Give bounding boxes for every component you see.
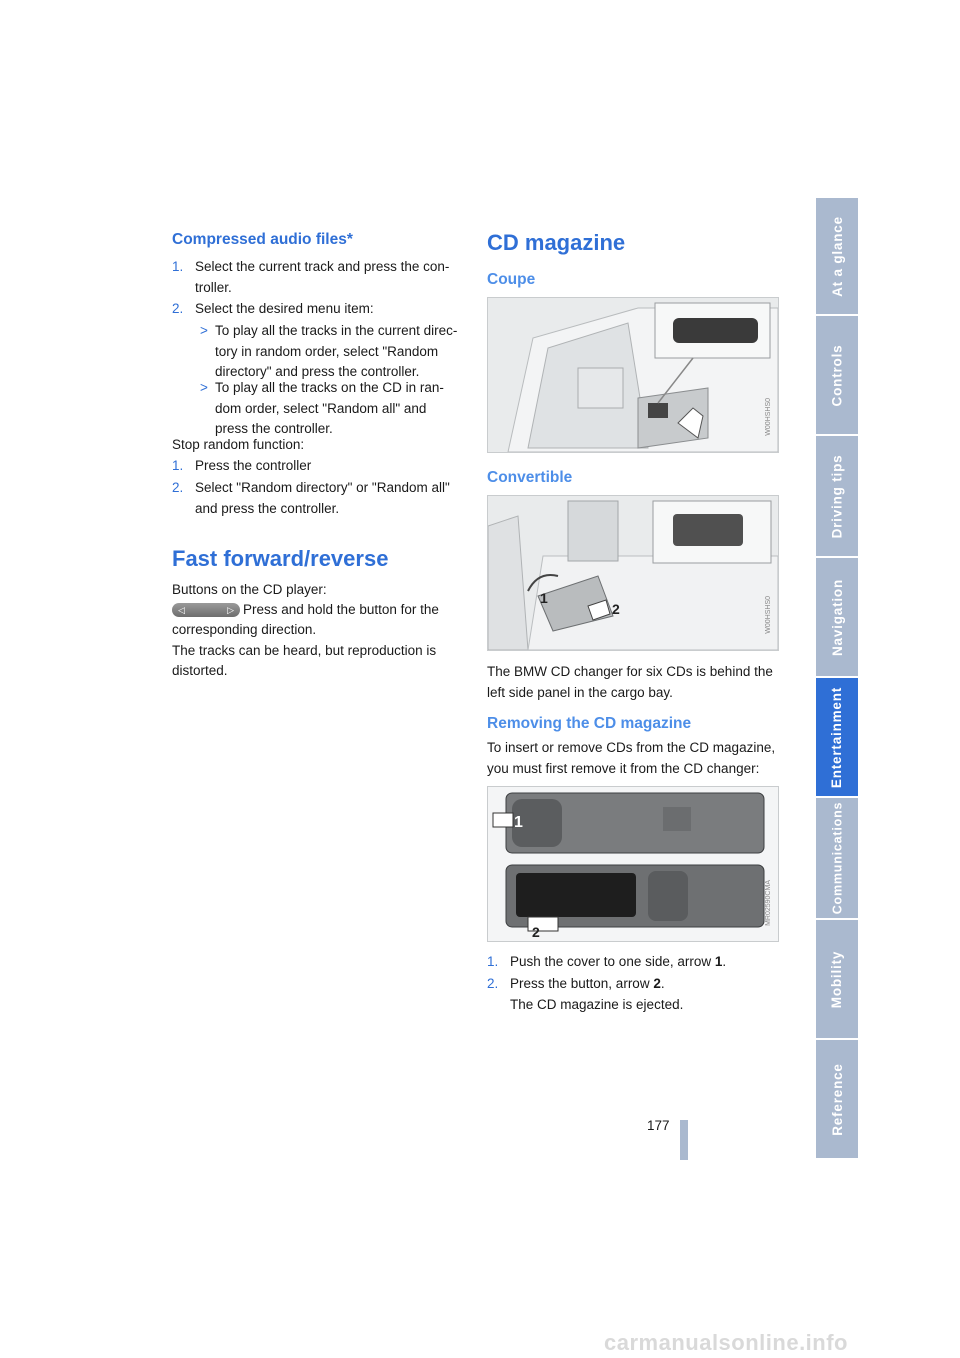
- tab-entertainment[interactable]: Entertainment: [816, 678, 858, 798]
- step-number: 1.: [172, 458, 184, 473]
- watermark: carmanualsonline.info: [604, 1330, 848, 1355]
- seek-forward-icon: ▷: [227, 604, 234, 615]
- bullet-text: To play all the tracks in the current direc- tory in random order, select "Random directory" and press the controller.: [215, 323, 458, 379]
- arrow-1-label: 1: [514, 814, 523, 831]
- heading-convertible: Convertible: [487, 469, 573, 486]
- tab-at-a-glance[interactable]: At a glance: [816, 198, 858, 316]
- heading-fast-forward: Fast forward/reverse: [172, 546, 389, 571]
- heading-cd-magazine: CD magazine: [487, 230, 626, 255]
- arrow-2-label: 2: [612, 601, 620, 617]
- convertible-cargo-figure: [487, 495, 779, 651]
- bullet-text: To play all the tracks on the CD in ran- dom order, select "Random all" and press the controller.: [215, 380, 444, 436]
- step-text: Press the controller: [195, 458, 312, 473]
- bullet-mark: >: [200, 323, 208, 338]
- figure-code: W00HSHS0: [765, 596, 772, 634]
- figure-code: W00HSHS0: [765, 398, 772, 436]
- page-number: 177: [647, 1118, 670, 1133]
- seek-back-icon: ◁: [178, 604, 185, 615]
- tab-driving-tips[interactable]: Driving tips: [816, 436, 858, 558]
- step-number: 2.: [172, 301, 184, 316]
- cd-changer-location-text: The BMW CD changer for six CDs is behind the left side panel in the cargo bay.: [487, 664, 773, 700]
- step-text: Select the desired menu item:: [195, 301, 374, 316]
- heading-compressed-audio: Compressed audio files*: [172, 231, 353, 248]
- step-text: Press the button, arrow 2. The CD magazine is ejected.: [510, 976, 684, 1012]
- step-text: Select the current track and press the con- troller.: [195, 259, 450, 295]
- fast-forward-description: corresponding direction. The tracks can be heard, but reproduction is distorted.: [172, 622, 437, 678]
- stop-random-label: Stop random function:: [172, 437, 305, 452]
- coupe-cargo-figure: [487, 297, 779, 453]
- insert-remove-text: To insert or remove CDs from the CD magazine, you must first remove it from the CD changer:: [487, 740, 776, 776]
- tab-communications[interactable]: Communications: [816, 798, 858, 920]
- heading-removing-cd-magazine: Removing the CD magazine: [487, 715, 692, 732]
- press-hold-text: Press and hold the button for the: [243, 602, 439, 617]
- figure-code: MR02590CMA: [765, 880, 772, 926]
- bullet-mark: >: [200, 380, 208, 395]
- tab-reference[interactable]: Reference: [816, 1040, 858, 1160]
- tab-mobility[interactable]: Mobility: [816, 920, 858, 1040]
- tab-navigation[interactable]: Navigation: [816, 558, 858, 678]
- cd-magazine-figure: [487, 786, 779, 942]
- page-marker: [680, 1120, 688, 1160]
- step-text: Select "Random directory" or "Random all" and press the controller.: [195, 480, 450, 516]
- tab-controls[interactable]: Controls: [816, 316, 858, 436]
- step-number: 2.: [172, 480, 184, 495]
- heading-coupe: Coupe: [487, 271, 536, 288]
- arrow-1-label: 1: [540, 590, 548, 606]
- step-number: 2.: [487, 976, 499, 991]
- step-number: 1.: [172, 259, 184, 274]
- cd-seek-button-icon: [172, 603, 240, 617]
- arrow-2-label: 2: [532, 924, 540, 940]
- step-number: 1.: [487, 954, 499, 969]
- buttons-label: Buttons on the CD player:: [172, 582, 327, 597]
- step-text: Push the cover to one side, arrow 1.: [510, 954, 727, 969]
